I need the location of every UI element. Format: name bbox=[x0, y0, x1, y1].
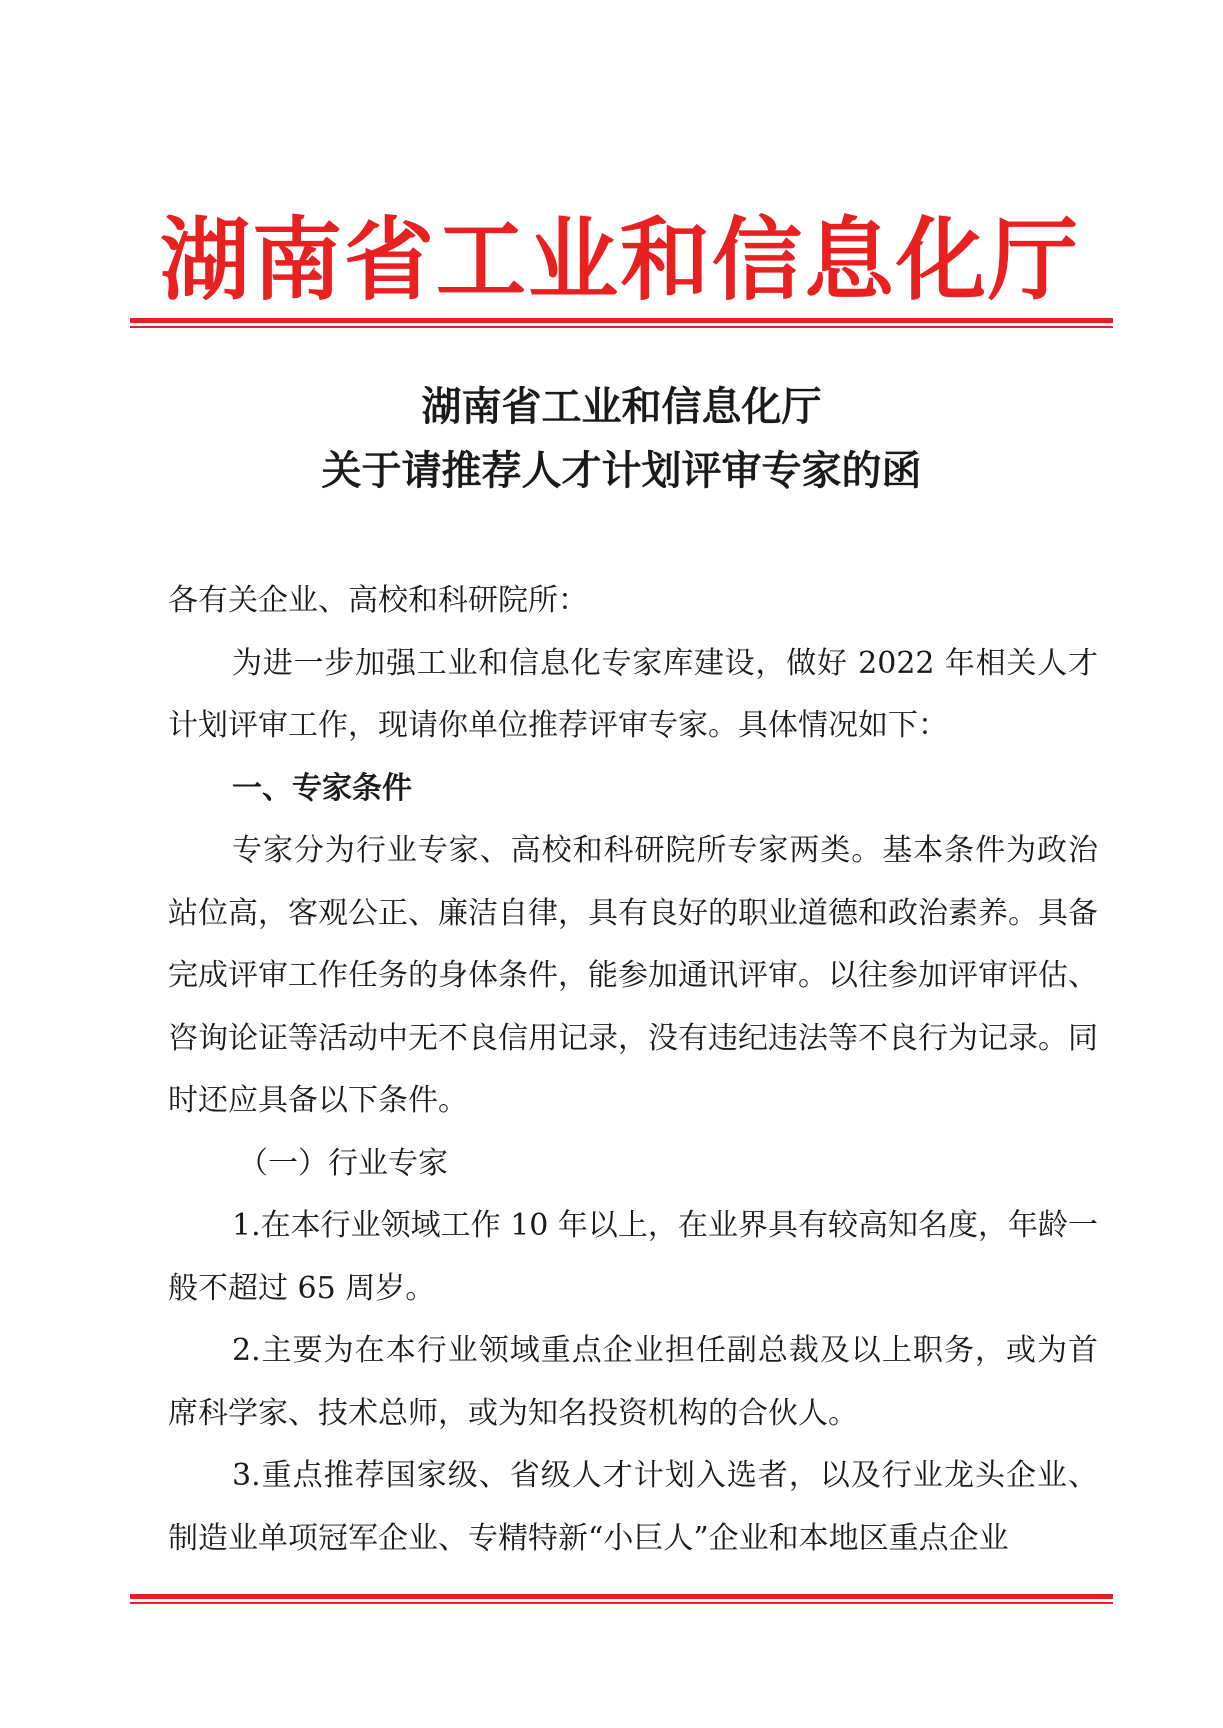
intro-paragraph: 为进一步加强工业和信息化专家库建设，做好 2022 年相关人才计划评审工作，现请你单位推荐评审专家。具体情况如下： bbox=[168, 645, 1098, 743]
document-body bbox=[168, 570, 1098, 1570]
document-title-line-2: 关于请推荐人才计划评审专家的函 bbox=[321, 447, 922, 494]
section-1-paragraph: 专家分为行业专家、高校和科研院所专家两类。基本条件为政治站位高，客观公正、廉洁自律，具有良好的职业道德和政治素养。具备完成评审工作任务的身体条件，能参加通讯评审。以往参加评审评估、咨询论证等活动中无不良信用记录，没有违纪违法等不良行为记录。同时还应具备以下条件。 bbox=[168, 833, 1098, 1118]
letterhead-divider bbox=[130, 318, 1113, 328]
list-item-3: 3.重点推荐国家级、省级人才计划入选者，以及行业龙头企业、制造业单项冠军企业、专精特新“小巨人”企业和本地区重点企业 bbox=[168, 1458, 1098, 1556]
document-title-line-1: 湖南省工业和信息化厅 bbox=[421, 383, 822, 430]
list-item-2: 2.主要为在本行业领域重点企业担任副总裁及以上职务，或为首席科学家、技术总师，或为知名投资机构的合伙人。 bbox=[168, 1333, 1098, 1431]
subsection-heading-1: （一）行业专家 bbox=[238, 1145, 448, 1181]
footer-divider bbox=[130, 1594, 1113, 1604]
letterhead-title: 湖南省工业和信息化厅 bbox=[160, 207, 1080, 313]
list-item-1: 1.在本行业领域工作 10 年以上，在业界具有较高知名度，年龄一般不超过 65 周岁。 bbox=[168, 1208, 1098, 1306]
salutation: 各有关企业、高校和科研院所： bbox=[168, 583, 588, 618]
section-heading-1: 一、专家条件 bbox=[232, 770, 412, 806]
